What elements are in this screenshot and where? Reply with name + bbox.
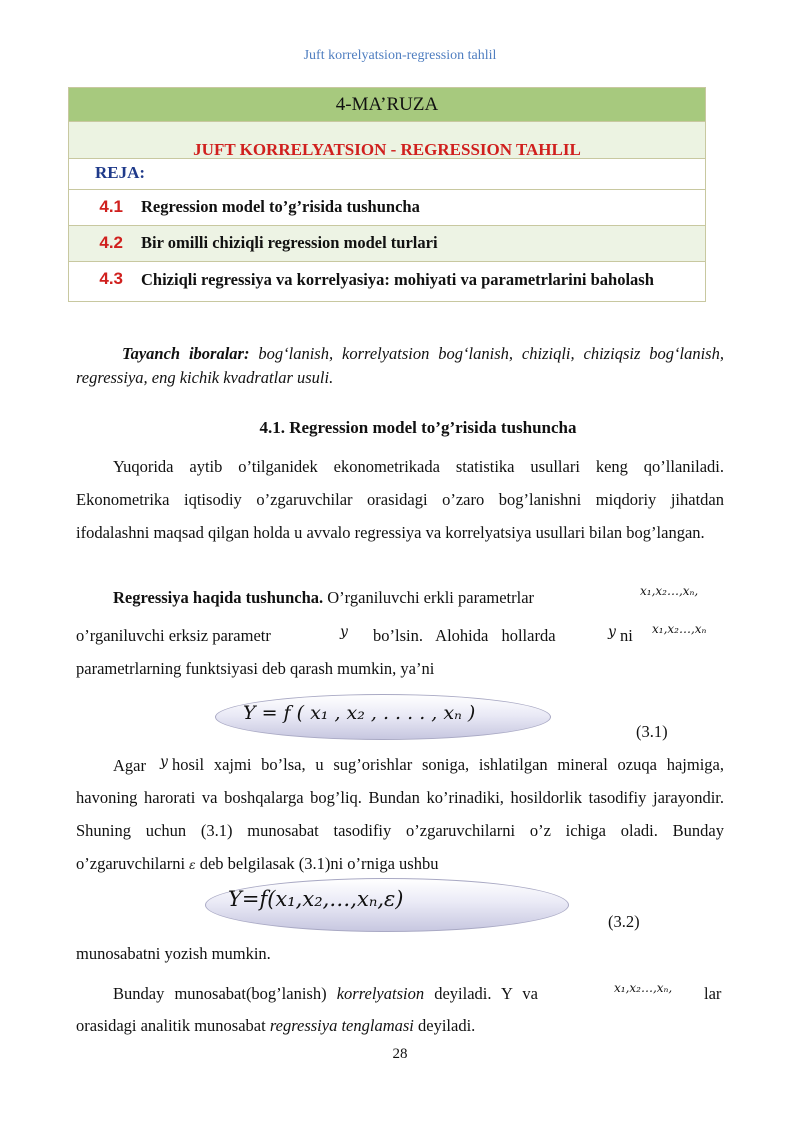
keywords-text: bog‘lanish, korrelyatsion bog‘lanish, chiziqli, chiziqsiz bog‘lanish, regressiya, eng kichik kvadratlar usuli. [76,344,724,387]
after-formula-line: munosabatni yozish mumkin. [76,944,271,963]
plan-label-row [69,159,705,190]
formula-3-1: Y = f ( x₁ , x₂ , . . . . , xₙ ) [243,702,476,724]
plan-item [69,190,705,226]
dependent-line-c: ni [620,626,633,645]
yield-text: hosil xajmi bo’lsa, u sug’orishlar soniga, ishlatilgan mineral ozuqa hajmiga, havoning harorati va boshqalarga bog’liq. Bundan ko’rinadiki, hosildorlik tasodifiy jarayondir. Shuning uchun (3.1) munosabat tasodifiy o’zgaruvchilarni o’z ichiga oladi. Bunday o’zgaruvchilarni [76,755,724,873]
intro-paragraph: Yuqorida aytib o’tilganidek ekonometrikada statistika usullari keng qo’llaniladi. Ekonometrika iqtisodiy o’zgaruvchilar orasidagi o’zaro bog’lanishni miqdoriy jihatdan ifodalashni maqsad qilgan holda u avvalo regressiya va korrelyatsiya usullari bilan bog’langan. [76,457,724,542]
concept-heading: Regressiya haqida tushuncha. [113,588,324,607]
var-y: y [608,624,616,640]
lecture-title-row [69,122,705,159]
corr-line [113,984,538,1004]
dependent-line-b: bo’lsin. Alohida hollarda [373,626,556,645]
independent-vars: x₁,x₂…,xₙ [652,622,707,636]
dependent-line-a: o’rganiluvchi erksiz parametr [76,626,271,645]
plan-label: REJA: [95,163,146,182]
page-number: 28 [392,1046,408,1062]
var-epsilon: ε [189,858,196,872]
var-y: y [340,624,348,640]
yield-text-end: deb belgilasak (3.1)ni o’rniga ushbu [199,854,439,873]
corr-text-end: lar [704,984,722,1003]
keywords-label: Tayanch iboralar: [122,344,250,363]
concept-line [113,588,534,608]
plan-item-number: 4.2 [99,233,123,252]
plan-item-text: Regression model to’g’risida tushuncha [141,197,420,216]
plan-item-number: 4.1 [99,197,123,216]
equation-number: (3.1) [636,722,668,741]
plan-item-number: 4.3 [99,269,123,288]
corr-text: Bunday munosabat(bog’lanish) [113,984,327,1003]
function-line: parametrlarning funktsiyasi deb qarash mumkin, ya’ni [76,659,435,678]
plan-item [69,262,705,301]
regression-equation-term: regressiya tenglamasi [269,1016,414,1035]
var-y: y [160,754,168,770]
independent-vars: x₁,x₂…,xₙ, [640,584,699,598]
yield-paragraph [76,748,724,882]
plan-item [69,226,705,262]
concept-text: O’rganiluvchi erkli parametrlar [323,588,535,607]
keywords-paragraph [76,342,724,390]
plan-item-text: Chiziqli regressiya va korrelyasiya: mohiyati va parametrlarini baholash [141,270,654,289]
agar-text: Agar [113,756,146,775]
final-text-end: deyiladi. [418,1016,476,1035]
plan-item-text: Bir omilli chiziqli regression model turlari [141,233,438,252]
final-line [76,1016,475,1036]
lecture-plan-table [68,87,706,302]
lecture-number: 4-MA’RUZA [69,88,705,122]
running-header: Juft korrelyatsion-regression tahlil [303,48,497,63]
final-text: orasidagi analitik munosabat [76,1016,266,1035]
corr-term: korrelyatsion [336,984,425,1003]
independent-vars: x₁,x₂…,xₙ, [614,981,673,995]
equation-number: (3.2) [608,912,640,931]
lecture-title: JUFT KORRELYATSION - REGRESSION TAHLIL [193,140,581,159]
corr-text-b: deyiladi. Y va [434,984,539,1003]
section-title: 4.1. Regression model to’g’risida tushuncha [259,418,577,437]
formula-3-2: Y=f(x₁,x₂,…,xₙ,ε) [228,887,404,911]
